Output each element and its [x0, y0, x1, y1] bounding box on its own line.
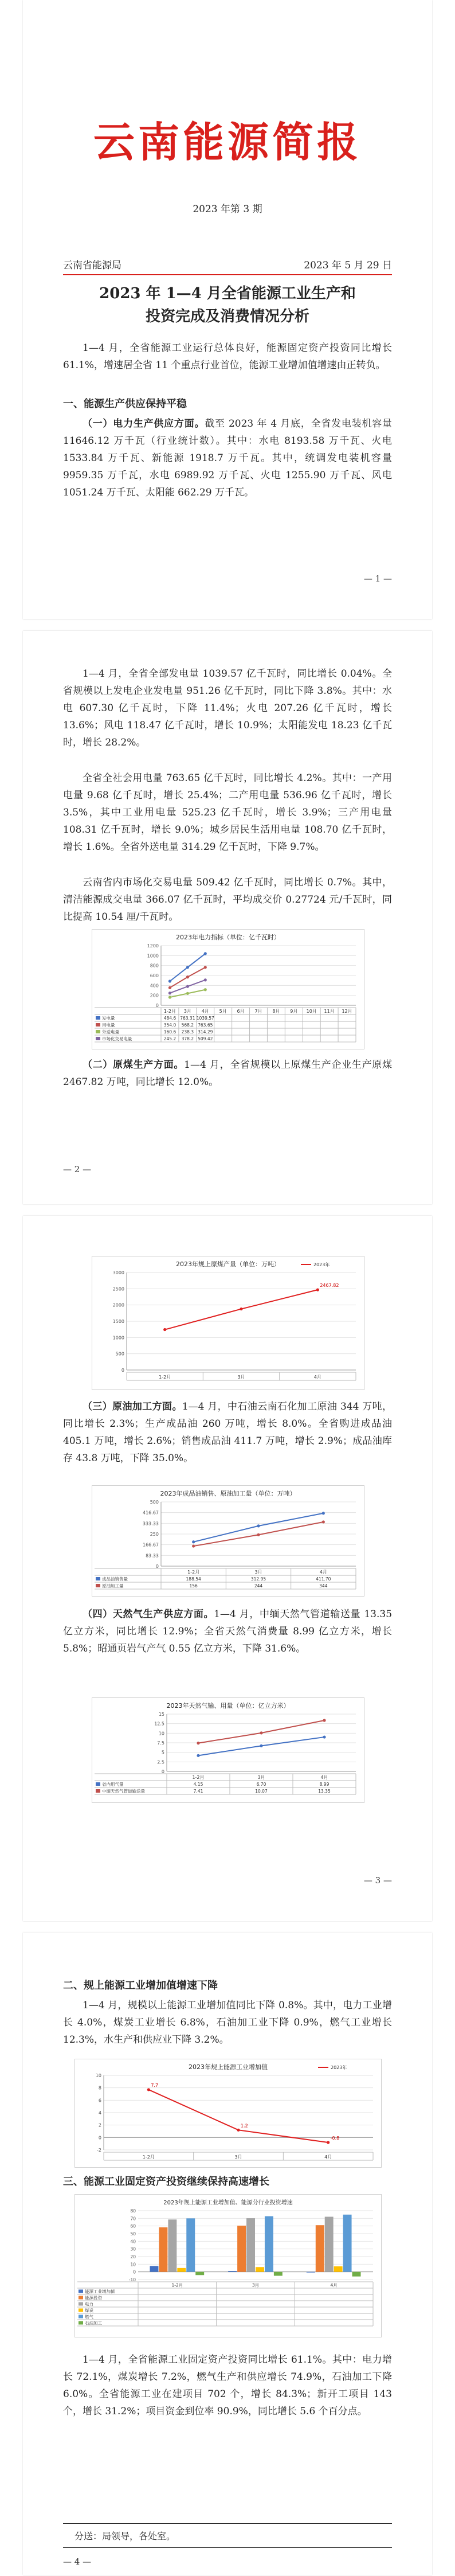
data-point [168, 986, 171, 989]
table-cell: 1039.57 [196, 1016, 214, 1021]
y-tick-label: 400 [150, 983, 159, 989]
table-cell: 4.15 [193, 1782, 203, 1787]
bar [265, 2216, 273, 2272]
table-cell: 13.35 [318, 1789, 331, 1794]
coal-head: （二）原煤生产方面。 [83, 1059, 185, 1071]
table-series-name: 市场化交易电量 [102, 1036, 132, 1041]
chart-title: 2023年成品油销售、原油加工量（单位：万吨） [160, 1490, 296, 1497]
y-tick-label: 50 [130, 2231, 136, 2237]
x-tick-label: 4月 [313, 1375, 321, 1380]
x-tick-label: 4月 [324, 2155, 332, 2160]
data-label: 7.7 [151, 2082, 159, 2088]
data-point [327, 2141, 330, 2144]
y-tick-label: 80 [130, 2208, 136, 2214]
bar [237, 2226, 246, 2272]
x-tick-label: 1-2月 [171, 2282, 183, 2288]
chart-svg [92, 1256, 364, 1390]
market-trade-paragraph: 云南省内市场化交易电量 509.42 亿千瓦时，同比增长 0.7%。其中，清洁能源成交电量 366.07 亿千瓦时，平均成交价 0.27724 元/千瓦时，同比提高 10.54 厘/千瓦时。 [63, 877, 392, 923]
doc-title [63, 282, 392, 328]
bar [159, 2227, 167, 2272]
chart-title: 2023年规上能源工业增加值、能源分行业投资增速 [163, 2200, 293, 2206]
y-tick-label: 800 [150, 963, 159, 969]
data-point [260, 1731, 262, 1734]
data-point [257, 1524, 260, 1527]
table-cell: 160.6 [163, 1029, 176, 1035]
investment-chart [74, 2194, 382, 2337]
consumption-paragraph: 全省全社会用电量 763.65 亿千瓦时，同比增长 4.2%。其中：一产用电量 9.68 亿千瓦时，增长 25.4%；二产用电量 536.96 亿千瓦时，增长 3.5%，其中工业用电量 525.23 亿千瓦时，增长 3.9%；三产用电量 108.31 亿千瓦时，增长 9.0%；城乡居民生活用电量 108.70 亿千瓦时，增长 1.6%。全省外送电量 314.29 亿千瓦时，下降 9.7%。 [63, 772, 392, 853]
y-tick-label: 7.5 [157, 1740, 164, 1746]
distribution-list: 分送：局领导，各处室。 [74, 2531, 176, 2542]
footer-rule [63, 2523, 392, 2524]
y-tick-label: 500 [115, 1351, 124, 1357]
bar [352, 2272, 361, 2277]
chart-svg [92, 1698, 364, 1802]
series-line [194, 1513, 324, 1542]
coal-output-chart [92, 1256, 364, 1390]
table-cell: 8.99 [319, 1782, 330, 1787]
publisher: 云南省能源局 [63, 260, 121, 271]
x-tick-label: 3月 [252, 2282, 260, 2288]
chart-title: 2023年规上原煤产量（单位：万吨） [176, 1260, 280, 1268]
x-tick-label: 4月 [319, 1570, 327, 1575]
y-tick-label: 3000 [112, 1270, 124, 1275]
x-tick-label: 4月 [330, 2282, 338, 2288]
table-cell: 509.42 [198, 1036, 213, 1041]
page-3 [23, 1216, 432, 1921]
data-point [260, 1744, 262, 1747]
coal-paragraph [63, 1056, 392, 1091]
y-tick-label: 2500 [112, 1286, 124, 1292]
data-label: 1.2 [241, 2123, 248, 2129]
y-tick-label: 6 [98, 2098, 101, 2103]
chart-svg [75, 2195, 381, 2337]
table-cell: 763.65 [198, 1022, 213, 1028]
y-tick-label: 40 [130, 2239, 136, 2245]
data-point [204, 978, 207, 981]
data-label: 2467.82 [320, 1283, 339, 1289]
coal-text: 1—4 月，全省规模以上原煤生产企业生产原煤 2467.82 万吨，同比增长 12.0%。 [63, 1059, 393, 1088]
chart-svg [92, 1486, 364, 1596]
x-tick-label: 3月 [257, 1775, 265, 1780]
section-1-heading: 一、能源生产供应保持平稳 [63, 398, 187, 410]
intro-paragraph: 1—4 月，全省能源工业运行总体良好，能源固定资产投资同比增长 61.1%，增速居全省 11 个重点行业首位，能源工业增加值增速由正转负。 [63, 342, 392, 371]
y-tick-label: 1200 [147, 943, 159, 949]
table-series-name: 能源工业增加值 [85, 2289, 115, 2294]
meta-line [63, 257, 392, 271]
y-tick-label: 0 [133, 2269, 136, 2275]
chart-svg [92, 930, 364, 1049]
data-point [186, 975, 189, 978]
table-legend-swatch [96, 1782, 100, 1786]
table-cell: 568.2 [181, 1022, 194, 1028]
y-tick-label: 20 [130, 2254, 136, 2259]
chart-title: 2023年规上能源工业增加值 [189, 2063, 268, 2071]
y-tick-label: 10 [95, 2073, 101, 2078]
table-cell: 244 [254, 1583, 263, 1588]
data-point [186, 985, 189, 988]
bar [195, 2272, 204, 2276]
table-series-name: 中缅天然气管道输送量 [102, 1789, 145, 1794]
table-legend-swatch [79, 2302, 83, 2306]
data-point [240, 1307, 242, 1310]
value-added-paragraph: 1—4 月，规模以上能源工业增加值同比下降 0.8%。其中，电力工业增长 4.0%，煤炭工业增长 6.8%，石油加工业下降 0.9%，燃气工业增长 12.3%，水生产和供应业下降 3.2%。 [63, 2000, 392, 2046]
y-tick-label: 1000 [147, 953, 159, 959]
page-2 [23, 631, 432, 1204]
table-series-name: 石油加工 [85, 2320, 102, 2326]
page-1 [23, 0, 432, 619]
y-tick-label: 0 [98, 2135, 101, 2141]
table-legend-swatch [79, 2296, 83, 2300]
data-point [197, 1742, 199, 1744]
power-indicator-chart [92, 929, 364, 1049]
y-tick-label: 1500 [112, 1319, 124, 1324]
table-cell: 378.2 [181, 1036, 194, 1041]
power-capacity-head: （一）电力生产供应方面。 [83, 418, 205, 430]
data-point [323, 1719, 325, 1722]
publish-date: 2023 年 5 月 29 日 [304, 260, 392, 271]
data-point [186, 992, 189, 995]
table-cell: 10.07 [255, 1789, 268, 1794]
x-tick-label: 11月 [324, 1009, 335, 1014]
y-tick-label: 5 [161, 1750, 164, 1755]
table-legend-swatch [79, 2290, 83, 2293]
data-point [204, 966, 207, 969]
table-cell: 763.31 [180, 1016, 195, 1021]
bar [316, 2225, 324, 2271]
table-series-name: 电力 [85, 2301, 93, 2307]
crude-oil-head: （三）原油加工方面。 [83, 1401, 182, 1412]
doc-title-line-2: 投资完成及消费情况分析 [145, 308, 309, 325]
crude-oil-paragraph [63, 1398, 392, 1467]
legend-label: 2023年 [313, 1262, 330, 1267]
x-tick-label: 4月 [320, 1775, 328, 1780]
chart-title: 2023年电力指标（单位：亿千瓦时） [176, 934, 280, 941]
y-tick-label: 600 [150, 973, 159, 978]
bar [150, 2266, 159, 2271]
bar [177, 2268, 186, 2272]
x-tick-label: 5月 [219, 1009, 227, 1014]
bar [343, 2215, 352, 2272]
x-tick-label: 7月 [254, 1009, 262, 1014]
table-series-name: 用电量 [102, 1022, 115, 1028]
x-tick-label: 8月 [272, 1009, 280, 1014]
page-4 [23, 1933, 432, 2575]
data-point [163, 1328, 166, 1331]
y-tick-label: 15 [158, 1712, 164, 1717]
table-cell: 312.95 [250, 1576, 266, 1582]
y-tick-label: 2.5 [157, 1759, 164, 1765]
bar [168, 2219, 176, 2271]
table-series-name: 外送电量 [102, 1029, 119, 1035]
footer-rule-2 [63, 2547, 392, 2548]
y-tick-label: 60 [130, 2223, 136, 2229]
y-tick-label: 12.5 [154, 1721, 164, 1727]
x-tick-label: 12月 [342, 1009, 352, 1014]
page-number-2: — 2 — [63, 1164, 92, 1174]
data-point [192, 1540, 195, 1543]
table-legend-swatch [96, 1584, 100, 1587]
data-point [204, 952, 207, 955]
y-tick-label: 0 [155, 1564, 159, 1569]
y-tick-label: 8 [98, 2085, 101, 2091]
table-series-name: 原油加工量 [102, 1583, 124, 1588]
power-capacity-paragraph [63, 415, 392, 501]
data-point [322, 1520, 325, 1523]
x-tick-label: 9月 [290, 1009, 298, 1014]
table-legend-swatch [96, 1023, 100, 1027]
table-legend-swatch [79, 2315, 83, 2319]
table-legend-swatch [79, 2321, 83, 2325]
section-2-heading: 二、规上能源工业增加值增速下降 [63, 1980, 218, 1992]
y-tick-label: 1000 [112, 1335, 124, 1341]
crude-oil-text: 1—4 月，中石油云南石化加工原油 344 万吨，同比增长 2.3%；生产成品油 260 万吨，增长 8.0%。全省购进成品油 405.1 万吨，增长 2.6%；销售成品油 411.7 万吨，增长 2.9%；成品油库存 43.8 万吨，下降 35.0%。 [63, 1401, 392, 1464]
table-cell: 7.41 [193, 1789, 203, 1794]
table-cell: 411.70 [316, 1576, 331, 1582]
y-tick-label: 416.67 [143, 1510, 159, 1516]
chart-title: 2023年天然气输、用量（单位：亿立方米） [166, 1702, 290, 1709]
table-series-name: 成品油销售量 [102, 1576, 128, 1582]
gas-paragraph [63, 1606, 392, 1657]
table-cell: 188.54 [186, 1576, 201, 1582]
y-tick-label: 500 [150, 1500, 159, 1505]
table-cell: 314.29 [198, 1029, 213, 1035]
legend-label: 2023年 [331, 2065, 347, 2070]
bar [186, 2218, 195, 2271]
y-tick-label: -10 [128, 2277, 136, 2282]
y-tick-label: 10 [130, 2262, 136, 2267]
y-tick-label: -2 [97, 2148, 101, 2153]
bar [274, 2272, 283, 2276]
table-series-name: 发电量 [102, 1016, 115, 1021]
y-tick-label: 2000 [112, 1302, 124, 1308]
data-point [147, 2088, 150, 2091]
x-tick-label: 1-2月 [163, 1009, 176, 1014]
value-added-chart [74, 2059, 382, 2168]
data-point [168, 979, 171, 982]
x-tick-label: 3月 [237, 1375, 245, 1380]
y-tick-label: 0 [161, 1769, 164, 1774]
page-number-3: — 3 — [363, 1875, 392, 1886]
data-point [192, 1544, 195, 1547]
x-tick-label: 1-2月 [142, 2155, 155, 2160]
table-cell: 6.70 [256, 1782, 266, 1787]
bar [325, 2217, 334, 2272]
oil-chart [92, 1485, 364, 1597]
y-tick-label: 70 [130, 2216, 136, 2222]
generation-paragraph: 1—4 月，全省全部发电量 1039.57 亿千瓦时，同比增长 0.04%。全省规模以上发电企业发电量 951.26 亿千瓦时，同比下降 3.8%。其中：水电 607.30 亿千瓦时，下降 11.4%；火电 207.26 亿千瓦时，增长 13.6%；风电 118.47 亿千瓦时，增长 10.9%；太阳能发电 18.23 亿千瓦时，增长 28.2%。 [63, 668, 392, 748]
section-3-heading: 三、能源工业固定资产投资继续保持高速增长 [63, 2176, 269, 2188]
table-legend-swatch [96, 1030, 100, 1033]
data-point [186, 966, 189, 969]
y-tick-label: 0 [155, 1003, 159, 1008]
y-tick-label: 333.33 [143, 1521, 159, 1527]
chart-svg [75, 2059, 381, 2167]
y-tick-label: 166.67 [143, 1542, 159, 1548]
gas-text: 1—4 月，中缅天然气管道输送量 13.35 亿立方米，同比增长 12.9%；全省天然气消费量 8.99 亿立方米，增长 5.8%；昭通页岩气产气 0.55 亿立方米，下降 31.6%。 [63, 1609, 393, 1654]
y-tick-label: 83.33 [146, 1553, 159, 1559]
y-tick-label: 0 [121, 1368, 124, 1373]
data-point [204, 988, 207, 991]
table-legend-swatch [79, 2309, 83, 2312]
series-line [148, 2090, 328, 2142]
table-legend-swatch [96, 1577, 100, 1580]
table-series-name: 燃气 [85, 2314, 93, 2320]
y-tick-label: 250 [150, 1532, 159, 1537]
data-point [257, 1533, 260, 1536]
data-point [168, 992, 171, 994]
data-label: -0.8 [330, 2136, 340, 2141]
table-cell: 156 [189, 1583, 198, 1588]
x-tick-label: 6月 [237, 1009, 245, 1014]
y-tick-label: 2 [98, 2122, 101, 2128]
table-cell: 484.6 [163, 1016, 176, 1021]
bar [246, 2218, 255, 2272]
y-tick-label: 200 [150, 993, 159, 998]
table-cell: 344 [319, 1583, 328, 1588]
data-point [323, 1735, 325, 1738]
page-number-1: — 1 — [363, 573, 392, 584]
table-cell: 245.2 [163, 1036, 176, 1041]
gas-chart [92, 1697, 364, 1803]
x-tick-label: 10月 [306, 1009, 317, 1014]
x-tick-label: 1-2月 [159, 1375, 171, 1380]
y-tick-label: 4 [98, 2110, 101, 2116]
doc-title-line-1: 2023 年 1—4 月全省能源工业生产和 [99, 285, 356, 302]
data-point [168, 996, 171, 998]
x-tick-label: 1-2月 [187, 1570, 200, 1575]
data-point [237, 2129, 240, 2132]
masthead: 云南能源简报 [93, 118, 362, 166]
table-series-name: 能源投资 [85, 2295, 102, 2301]
gas-head: （四）天然气生产供应方面。 [83, 1609, 214, 1620]
page-number-4: — 4 — [63, 2557, 92, 2567]
data-point [322, 1512, 325, 1515]
y-tick-label: 30 [130, 2246, 136, 2252]
table-series-name: 煤炭 [85, 2308, 93, 2313]
x-tick-label: 3月 [234, 2155, 242, 2160]
bar [256, 2267, 264, 2271]
table-series-name: 省内用气量 [102, 1782, 124, 1787]
data-point [197, 1754, 199, 1757]
bar [228, 2271, 237, 2272]
bar [334, 2266, 343, 2272]
investment-paragraph: 1—4 月，全省能源工业固定资产投资同比增长 61.1%。其中：电力增长 72.1%，煤炭增长 7.2%，燃气生产和供应增长 74.9%，石油加工下降 6.0%。全省能源工业在建项目 702 个，增长 84.3%；新开工项目 143 个，增长 31.2%；项目资金到位率 90.9%，同比增长 5.6 个百分点。 [63, 2354, 392, 2417]
x-tick-label: 3月 [254, 1570, 262, 1575]
table-cell: 238.3 [181, 1029, 194, 1035]
y-tick-label: 10 [158, 1731, 164, 1736]
table-legend-swatch [96, 1016, 100, 1020]
table-legend-swatch [96, 1037, 100, 1040]
table-legend-swatch [96, 1789, 100, 1793]
x-tick-label: 3月 [183, 1009, 191, 1014]
x-tick-label: 4月 [201, 1009, 209, 1014]
x-tick-label: 1-2月 [192, 1775, 205, 1780]
bar [307, 2272, 315, 2273]
power-capacity-text: 截至 2023 年 4 月底，全省发电装机容量 11646.12 万千瓦（行业统计数）。其中：水电 8193.58 万千瓦、火电 1533.84 万千瓦、新能源 1918.7 万千瓦。其中，统调发电装机容量 9959.35 万千瓦，水电 6989.92 万千瓦、火电 1255.90 万千瓦、风电 1051.24 万千瓦、太阳能 662.29 万千瓦。 [63, 418, 392, 498]
data-point [316, 1289, 319, 1291]
red-rule [63, 274, 392, 275]
issue-number: 2023 年第 3 期 [193, 204, 262, 215]
table-cell: 354.0 [163, 1022, 176, 1028]
